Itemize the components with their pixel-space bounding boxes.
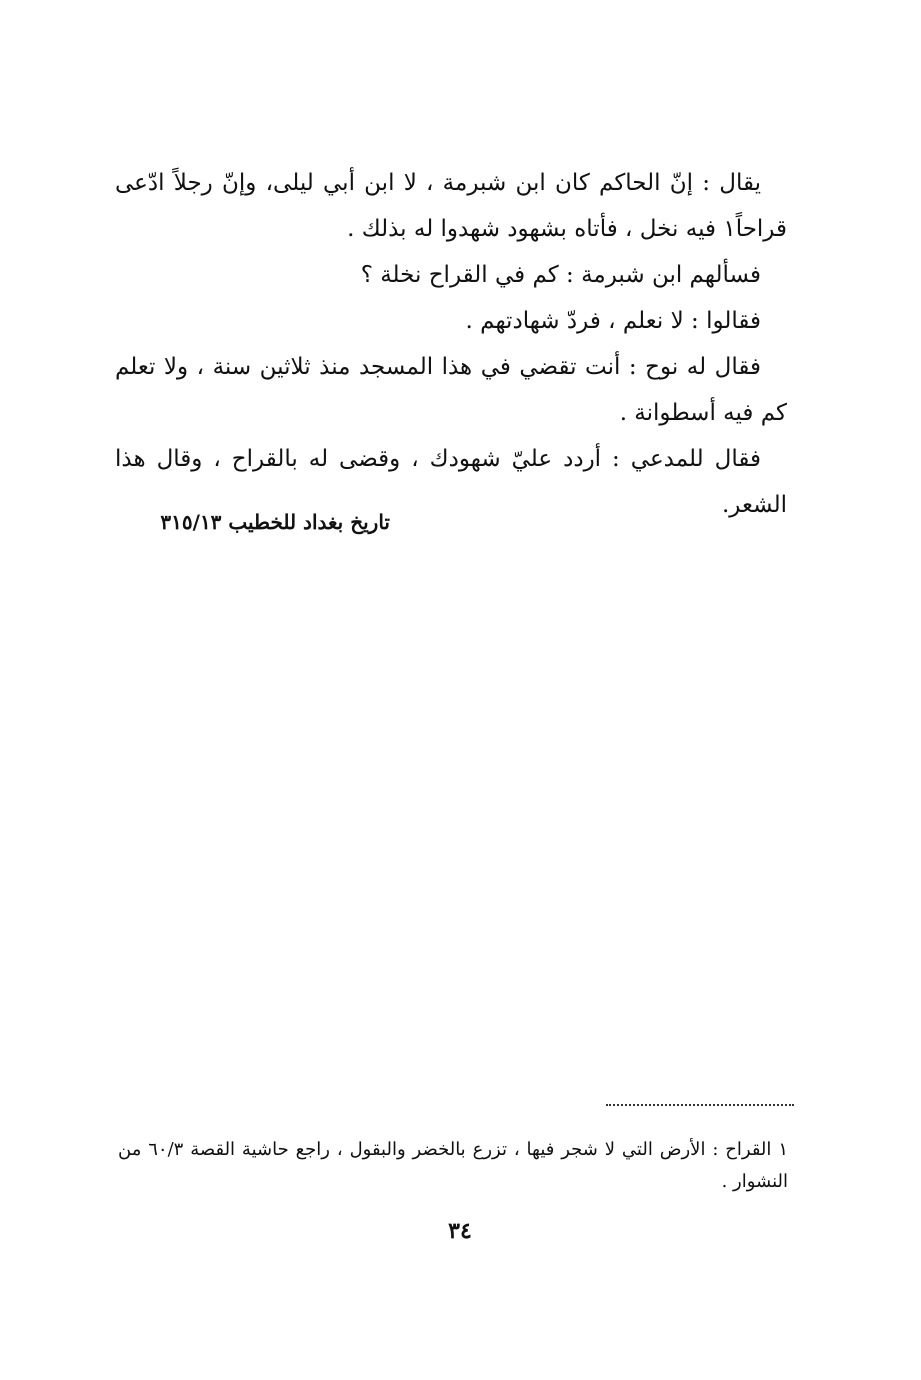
paragraph-2: فسألهم ابن شبرمة : كم في القراح نخلة ؟ — [360, 262, 761, 288]
page-number: ٣٤ — [448, 1218, 472, 1244]
paragraph-1: يقال : إنّ الحاكم كان ابن شبرمة ، لا ابن أبي ليلى، وإنّ رجلاً ادّعى قراحاً١ فيه نخل ، فأتاه بشهود شهدوا له بذلك . — [115, 170, 787, 242]
source-citation: تاريخ بغداد للخطيب ٣١٥/١٣ — [160, 510, 390, 534]
paragraph-3: فقالوا : لا نعلم ، فردّ شهادتهم . — [465, 308, 761, 334]
paragraph-4: فقال له نوح : أنت تقضي في هذا المسجد منذ ثلاثين سنة ، ولا تعلم كم فيه أسطوانة . — [115, 354, 787, 426]
footnote-divider — [606, 1104, 794, 1106]
footnote: ١ القراح : الأرض التي لا شجر فيها ، تزرع بالخضر والبقول ، راجع حاشية القصة ٦٠/٣ من النشوار . — [118, 1139, 788, 1192]
main-text — [115, 160, 787, 528]
paragraph-5: فقال للمدعي : أردد عليّ شهودك ، وقضى له بالقراح ، وقال هذا الشعر. — [115, 446, 787, 518]
